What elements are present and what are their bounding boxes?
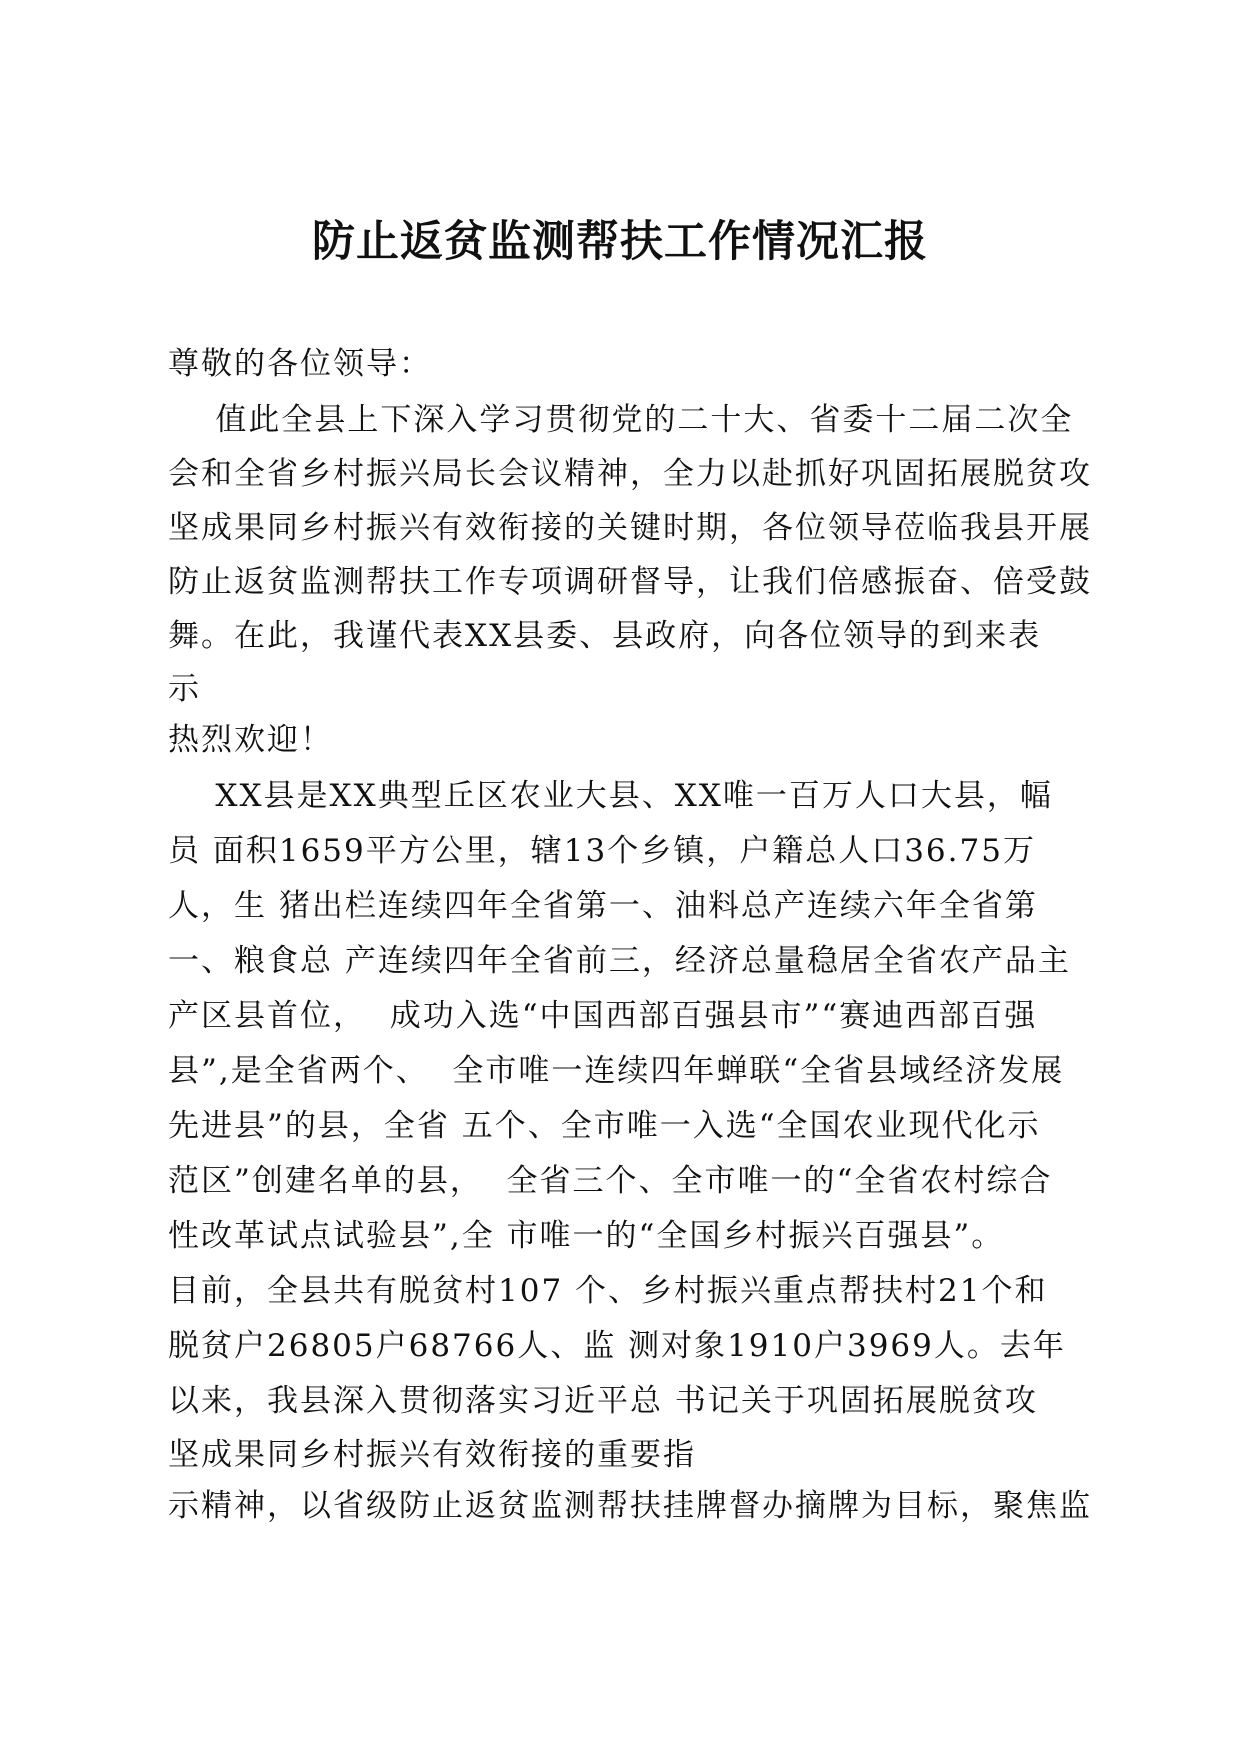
body-line: 示 — [168, 671, 201, 707]
body-line: 目前，全县共有脱贫村107 个、乡村振兴重点帮扶村21个和 — [168, 1273, 1048, 1309]
body-line: 值此全县上下深入学习贯彻党的二十大、省委十二届二次全 — [168, 402, 1074, 438]
body-line: 脱贫户26805户68766人、监 测对象1910户3969人。去年 — [168, 1328, 1066, 1364]
body-line: 会和全省乡村振兴局长会议精神，全力以赴抓好巩固拓展脱贫攻 — [168, 456, 1092, 492]
document-title: 防止返贫监测帮扶工作情况汇报 — [312, 217, 928, 267]
body-line: 坚成果同乡村振兴有效衔接的关键时期，各位领导莅临我县开展 — [168, 510, 1092, 546]
body-line: 县”,是全省两个、 全市唯一连续四年蝉联“全省县域经济发展 — [168, 1053, 1065, 1089]
body-line: 热烈欢迎！ — [168, 722, 333, 758]
body-line: 性改革试点试验县”,全 市唯一的“全国乡村振兴百强县”。 — [168, 1218, 1005, 1254]
body-line: 舞。在此，我谨代表XX县委、县政府，向各位领导的到来表 — [168, 618, 1042, 654]
body-line: 先进县”的县，全省 五个、全市唯一入选“全国农业现代化示 — [168, 1108, 1041, 1144]
body-line: 一、粮食总 产连续四年全省前三，经济总量稳居全省农产品主 — [168, 943, 1071, 979]
body-line: 坚成果同乡村振兴有效衔接的重要指 — [168, 1437, 696, 1473]
body-line: 以来，我县深入贯彻落实习近平总 书记关于巩固拓展脱贫攻 — [168, 1383, 1038, 1419]
body-line: XX县是XX典型丘区农业大县、XX唯一百万人口大县，幅 — [168, 778, 1053, 814]
body-line: 员 面积1659平方公里，辖13个乡镇，户籍总人口36.75万 — [168, 833, 1036, 869]
body-line: 产区县首位， 成功入选“中国西部百强县市”“赛迪西部百强 — [168, 998, 1038, 1034]
body-line: 人，生 猪出栏连续四年全省第一、油料总产连续六年全省第 — [168, 888, 1038, 924]
body-line: 防止返贫监测帮扶工作专项调研督导，让我们倍感振奋、倍受鼓 — [168, 564, 1092, 600]
body-line: 示精神，以省级防止返贫监测帮扶挂牌督办摘牌为目标，聚焦监 — [168, 1488, 1092, 1524]
salutation-line: 尊敬的各位领导： — [168, 346, 432, 382]
body-line: 范区”创建名单的县， 全省三个、全市唯一的“全省农村综合 — [168, 1163, 1053, 1199]
